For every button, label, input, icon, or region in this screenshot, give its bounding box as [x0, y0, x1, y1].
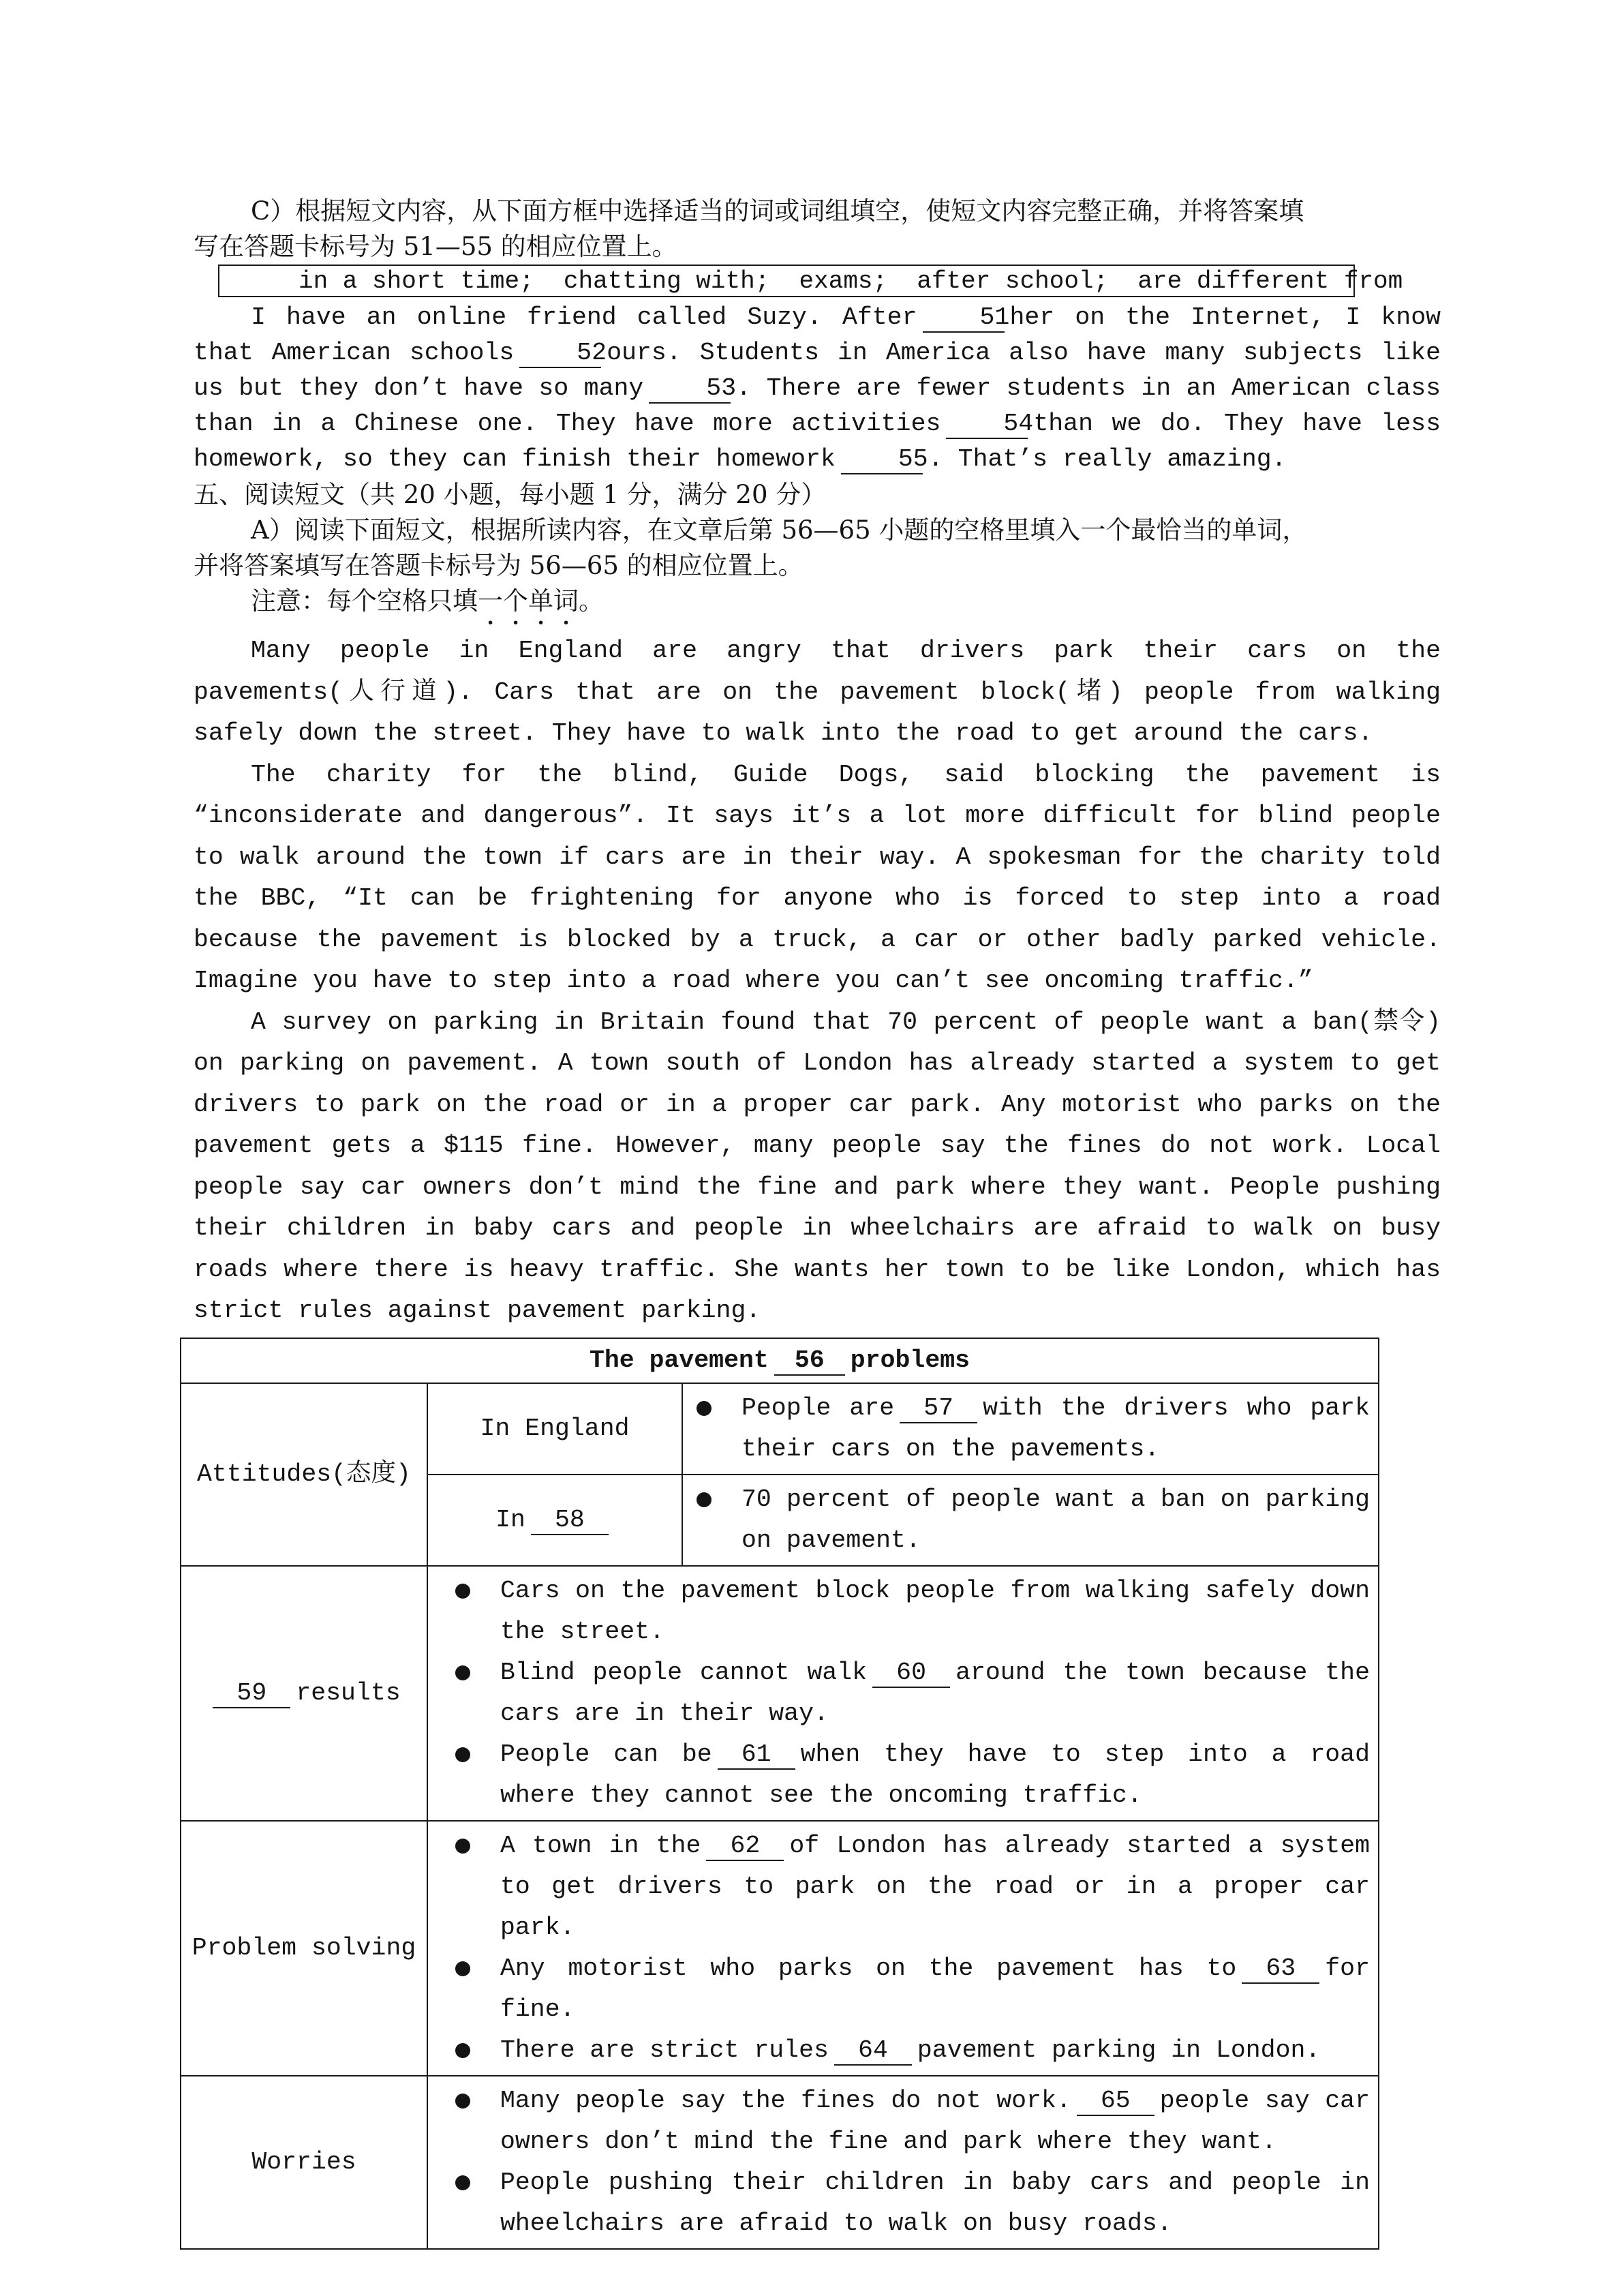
answer-blank-54[interactable]: 54	[946, 410, 1028, 439]
list-item	[455, 1826, 1370, 1948]
answer-blank-58[interactable]: 58	[531, 1507, 609, 1535]
note-suffix: 。	[579, 586, 604, 616]
results-cell	[427, 1566, 1379, 1821]
item-text: for fine.	[500, 1954, 1370, 2023]
item-text: of London has already started a system to get drivers to park on the road or in a proper car park.	[500, 1831, 1370, 1942]
instruction-line-1: C）根据短文内容，从下面方框中选择适当的词或词组填空，使短文内容完整正确，并将答案填	[251, 196, 1304, 226]
list-item	[455, 2081, 1370, 2162]
section-c-instruction-2	[194, 229, 1441, 265]
answer-blank-57[interactable]: 57	[900, 1395, 977, 1423]
passage-text: . There are fewer students in an American class than in a Chinese one. They have more activities	[194, 374, 1441, 438]
answer-blank-59[interactable]: 59	[213, 1680, 290, 1708]
summary-table	[180, 1338, 1379, 2250]
answer-blank-60[interactable]: 60	[872, 1659, 950, 1688]
article-paragraph-3: A survey on parking in Britain found that 70 percent of people want a ban(禁令) on parking on pavement. A town south of London has already started a system to get drivers to park on the road or in a proper car park. Any motorist who parks on the pavement gets a $115 fine. However, many people say the fines do not work. Local people say car owners don’t mind the fine and park where they want. People pushing their children in baby cars and people in wheelchairs are afraid to walk on busy roads where there is heavy traffic. She wants her town to be like London, which has strict rules against pavement parking.	[194, 1008, 1441, 1325]
passage-text: ours. Students in America also have many subjects like us but they don’t have so many	[194, 339, 1441, 402]
item-text: with the drivers who park their cars on the pavements.	[741, 1393, 1370, 1463]
results-label	[181, 1566, 427, 1821]
item-text: when they have to step into a road where they cannot see the oncoming traffic.	[500, 1740, 1370, 1809]
item-text: People are	[741, 1393, 895, 1422]
list-item: Cars on the pavement block people from walking safely down the street.	[455, 1571, 1370, 1652]
item-text: Many people say the fines do not work.	[500, 2086, 1071, 2115]
note	[194, 584, 1441, 631]
answer-blank-56[interactable]: 56	[774, 1347, 845, 1376]
worries-cell	[427, 2076, 1379, 2249]
attitudes-label: Attitudes(态度)	[181, 1383, 427, 1566]
passage-text: . That’s really amazing.	[928, 445, 1287, 473]
problem-solving-cell	[427, 1821, 1379, 2076]
in-text: In	[495, 1505, 525, 1534]
section-5-heading: 五、阅读短文（共 20 小题，每小题 1 分，满分 20 分）	[194, 480, 827, 509]
answer-blank-64[interactable]: 64	[834, 2037, 912, 2066]
word-choice-box: in a short time; chatting with; exams; after school; are different from	[218, 265, 1355, 297]
answer-blank-51[interactable]: 51	[923, 304, 1005, 333]
item-text: People can be	[500, 1740, 712, 1768]
item-text: There are strict rules	[500, 2036, 829, 2064]
answer-blank-63[interactable]: 63	[1242, 1955, 1319, 1984]
list-item	[455, 1652, 1370, 1734]
title-text: The pavement	[589, 1346, 769, 1374]
article-paragraph-1: Many people in England are angry that drivers park their cars on the pavements(人行道). Cars that are on the pavement block(堵) people from walking safely down the street. They have to walk into the road to get around the cars.	[194, 637, 1441, 747]
problem-solving-label: Problem solving	[181, 1821, 427, 2076]
item-text: people say car owners don’t mind the fine and park where they want.	[500, 2086, 1370, 2156]
item-text: around the town because the cars are in their way.	[500, 1658, 1370, 1727]
section-c-passage	[194, 300, 1441, 477]
list-item	[455, 1948, 1370, 2030]
item-text: A town in the	[500, 1831, 701, 1860]
answer-blank-52[interactable]: 52	[519, 339, 601, 368]
attitude-58-cell	[682, 1475, 1379, 1566]
note-emphasis: 一个单词	[478, 586, 579, 616]
answer-blank-62[interactable]: 62	[706, 1832, 784, 1861]
list-item	[455, 2030, 1370, 2071]
note-prefix: 注意：每个空格只填	[251, 586, 478, 616]
article-paragraph-2: The charity for the blind, Guide Dogs, said blocking the pavement is “inconsiderate and dangerous”. It says it’s a lot more difficult for blind people to walk around the town if cars are in their way. A spokesman for the charity told the BBC, “It can be frightening for anyone who is forced to step into a road because the pavement is blocked by a truck, a car or other badly parked vehicle. Imagine you have to step into a road where you can’t see oncoming traffic.”	[194, 760, 1441, 995]
item-text: pavement parking in London.	[917, 2036, 1321, 2064]
list-item: 70 percent of people want a ban on parking on pavement.	[697, 1479, 1370, 1561]
in-england-label: In England	[427, 1383, 682, 1475]
title-text: problems	[850, 1346, 970, 1374]
passage-text: than we do. They have less homework, so they can finish their homework	[194, 410, 1441, 473]
section-a-instruction: A）阅读下面短文，根据所读内容，在文章后第 56—65 小题的空格里填入一个最恰当的单词，	[251, 515, 1308, 545]
passage-text: her on the Internet, I know that American schools	[194, 303, 1441, 367]
list-item	[697, 1388, 1370, 1470]
attitude-england-cell	[682, 1383, 1379, 1475]
item-text: Any motorist who parks on the pavement has to	[500, 1954, 1237, 1982]
list-item	[455, 1734, 1370, 1816]
table-title	[181, 1338, 1379, 1383]
exam-page	[194, 194, 1441, 2250]
in-58-label	[427, 1475, 682, 1566]
section-a-instruction-2: 并将答案填写在答题卡标号为 56—65 的相应位置上。	[194, 551, 804, 580]
section-c-instruction	[194, 194, 1441, 229]
instruction-line-2: 写在答题卡标号为 51—55 的相应位置上。	[194, 232, 677, 261]
worries-label: Worries	[181, 2076, 427, 2249]
answer-blank-61[interactable]: 61	[718, 1741, 795, 1770]
answer-blank-55[interactable]: 55	[841, 446, 923, 474]
passage-text: I have an online friend called Suzy. After	[251, 303, 917, 331]
list-item: People pushing their children in baby cars and people in wheelchairs are afraid to walk on busy roads.	[455, 2162, 1370, 2244]
item-text: Blind people cannot walk	[500, 1658, 868, 1687]
results-text: results	[296, 1678, 401, 1707]
answer-blank-53[interactable]: 53	[649, 375, 731, 404]
answer-blank-65[interactable]: 65	[1077, 2087, 1154, 2116]
